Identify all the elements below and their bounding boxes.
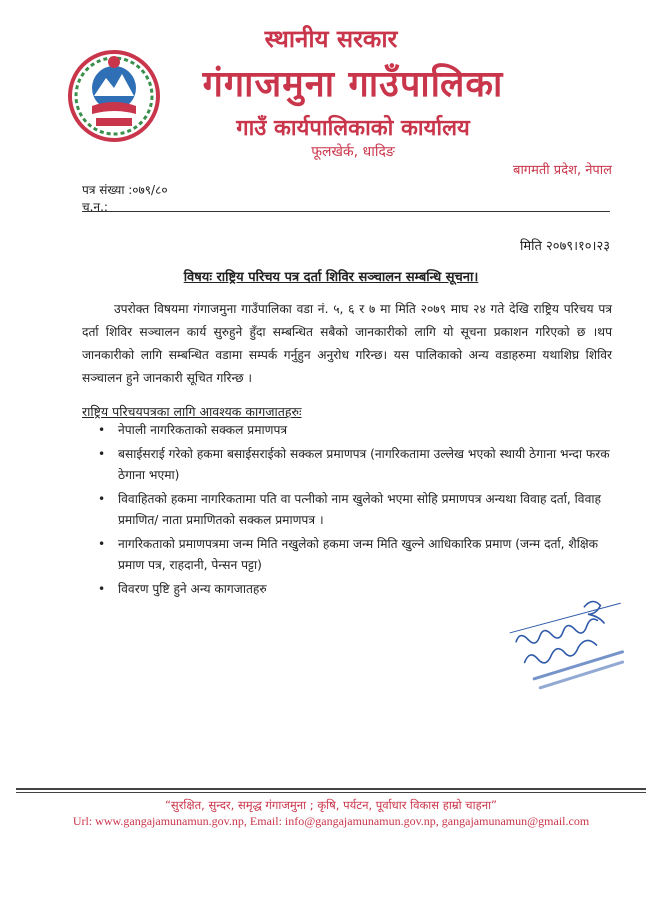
handwritten-signature	[508, 590, 638, 700]
footer-divider	[16, 792, 646, 793]
notice-date: मिति २०७९।१०।२३	[520, 239, 610, 254]
letterhead-address: फूलखेर्क, धादिङ	[311, 144, 395, 160]
list-item: • नागरिकताको प्रमाणपत्रमा जन्म मिति नखुलेको हकमा जन्म मिति खुल्ने आधिकारिक प्रमाण (जन्म दर्ता, शैक्षिक प्रमाण पत्र, राहदानी, पेन्सन पट्टा)	[96, 534, 610, 576]
letterhead-province: बागमती प्रदेश, नेपाल	[513, 163, 612, 178]
bullet-icon: •	[98, 423, 106, 437]
list-item: • नेपाली नागरिकताको सक्कल प्रमाणपत्र	[96, 420, 610, 441]
letterhead-municipality-name: गंगाजमुना गाउँपालिका	[202, 64, 504, 105]
footer-contact: Url: www.gangajamunamun.gov.np, Email: info@gangajamunamun.gov.np, gangajamunamun@gmail.com	[72, 814, 590, 828]
dispatch-number: च.न.:	[82, 200, 108, 214]
letterhead-office-name: गाउँ कार्यपालिकाको कार्यालय	[236, 116, 470, 141]
footer-divider	[16, 788, 646, 790]
requirements-heading: राष्ट्रिय परिचयपत्रका लागि आवश्यक कागजातहरुः	[82, 404, 302, 419]
header-divider	[82, 211, 610, 212]
list-item: • विवाहितको हकमा नागरिकतामा पति वा पत्नीको नाम खुलेको भएमा सोहि प्रमाणपत्र अन्यथा विवाह दर्ता, विवाह प्रमाणित/ नाता प्रमाणितको सक्कल प्रमाणपत्र ।	[96, 489, 610, 531]
letter-number: पत्र संख्या :०७९/८०	[82, 183, 168, 197]
bullet-icon: •	[98, 492, 106, 506]
bullet-icon: •	[98, 582, 106, 596]
notice-subject	[0, 267, 662, 285]
letterhead-local-government: स्थानीय सरकार	[264, 25, 398, 53]
notice-body	[82, 298, 612, 390]
list-item: • विवरण पुष्टि हुने अन्य कागजातहरु	[96, 579, 610, 600]
bullet-icon: •	[98, 537, 106, 551]
government-emblem	[66, 48, 162, 144]
requirements-list	[96, 420, 610, 603]
notice-body-paragraph: उपरोक्त विषयमा गंगाजमुना गाउँपालिका वडा नं. ५, ६ र ७ मा मिति २०७९ माघ २४ गते देखि राष्ट्रिय परिचय पत्र दर्ता शिविर सञ्चालन कार्य सुरुहुने हुँदा सम्बन्धित सबैको जानकारीको लागि यो सूचना प्रकाशन गरिएको छ ।थप जानकारीको लागि सम्बन्धित वडामा सम्पर्क गर्नुहुन अनुरोध गरिन्छ। यस पालिकाको अन्य वडाहरुमा यथाशिघ्र शिविर सञ्चालन हुने जानकारी सूचित गरिन्छ ।	[82, 302, 612, 385]
bullet-icon: •	[98, 447, 106, 461]
notice-subject-text: विषयः राष्ट्रिय परिचय पत्र दर्ता शिविर सञ्चालन सम्बन्धि सूचना।	[183, 270, 479, 285]
footer-slogan: “सुरक्षित, सुन्दर, समृद्ध गंगाजमुना ; कृषि, पर्यटन, पूर्वाधार विकास हाम्रो चाहना”	[164, 798, 498, 812]
list-item: • बसाईसराई गरेको हकमा बसाईसराईको सक्कल प्रमाणपत्र (नागरिकतामा उल्लेख भएको स्थायी ठेगाना भन्दा फरक ठेगाना भएमा)	[96, 444, 610, 486]
